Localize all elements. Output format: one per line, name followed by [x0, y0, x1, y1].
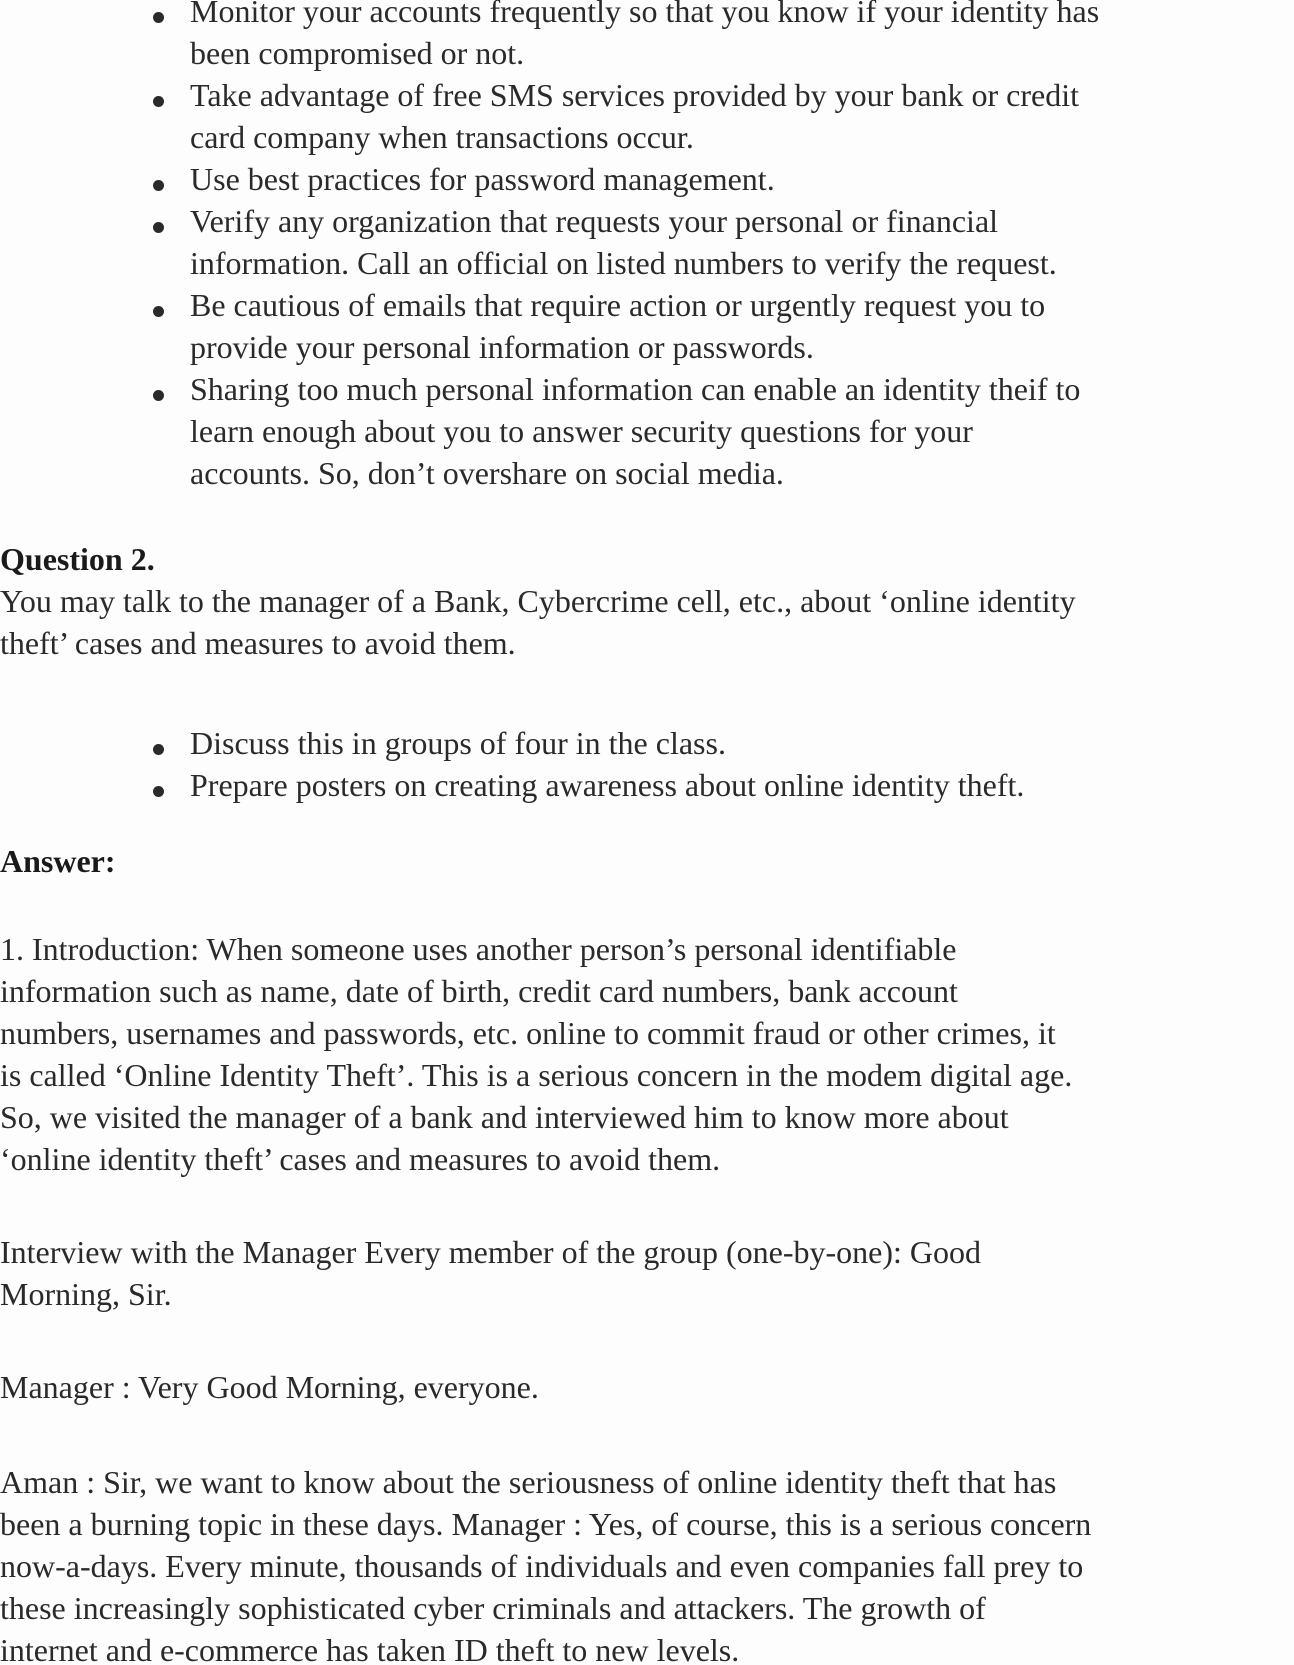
text-line: Manager : Very Good Morning, everyone. — [0, 1369, 539, 1405]
text-line: numbers, usernames and passwords, etc. online to commit fraud or other crimes, it — [0, 1015, 1056, 1051]
text-line: Sharing too much personal information can enable an identity theif to — [190, 371, 1081, 407]
question-2-body — [0, 580, 1076, 664]
bullet-icon — [153, 180, 164, 191]
bullet-icon — [153, 306, 164, 317]
text-line: information. Call an official on listed numbers to verify the request. — [190, 245, 1057, 281]
text-line: now-a-days. Every minute, thousands of individuals and even companies fall prey to — [0, 1548, 1084, 1584]
text-line: learn enough about you to answer security questions for your — [190, 413, 973, 449]
text-line: Verify any organization that requests your personal or financial — [190, 203, 999, 239]
bullet-icon — [153, 744, 164, 755]
bullet-icon — [153, 222, 164, 233]
text-line: So, we visited the manager of a bank and interviewed him to know more about — [0, 1099, 1009, 1135]
text-line: Interview with the Manager Every member of the group (one-by-one): Good — [0, 1234, 981, 1270]
bullet-icon — [153, 390, 164, 401]
text-line: Take advantage of free SMS services provided by your bank or credit — [190, 77, 1080, 113]
text-line: been a burning topic in these days. Manager : Yes, of course, this is a serious concern — [0, 1506, 1092, 1542]
list-item — [0, 200, 1294, 284]
bullet-icon — [153, 96, 164, 107]
text-line: ‘online identity theft’ cases and measures to avoid them. — [0, 1141, 721, 1177]
list-item — [0, 764, 1294, 806]
list-item — [0, 284, 1294, 368]
text-line: Prepare posters on creating awareness about online identity theft. — [190, 767, 1025, 803]
text-line: provide your personal information or passwords. — [190, 329, 814, 365]
security-tips-list — [0, 0, 1294, 494]
answer-heading: Answer: — [0, 843, 116, 879]
question-2-heading: Question 2. — [0, 541, 155, 577]
text-line: been compromised or not. — [190, 35, 525, 71]
list-item — [0, 722, 1294, 764]
text-line: Monitor your accounts frequently so that you know if your identity has — [190, 0, 1100, 29]
bullet-icon — [153, 786, 164, 797]
text-line: You may talk to the manager of a Bank, Cybercrime cell, etc., about ‘online identity — [0, 583, 1076, 619]
list-item — [0, 368, 1294, 494]
text-line: 1. Introduction: When someone uses another person’s personal identifiable — [0, 931, 957, 967]
text-line: Discuss this in groups of four in the class. — [190, 725, 726, 761]
text-line: Aman : Sir, we want to know about the seriousness of online identity theft that has — [0, 1464, 1057, 1500]
list-item — [0, 74, 1294, 158]
text-line: internet and e-commerce has taken ID theft to new levels. — [0, 1632, 740, 1665]
interview-intro-paragraph — [0, 1231, 981, 1315]
manager-dialogue-paragraph — [0, 1366, 539, 1408]
text-line: card company when transactions occur. — [190, 119, 694, 155]
list-item — [0, 0, 1294, 74]
text-line: Be cautious of emails that require action or urgently request you to — [190, 287, 1046, 323]
answer-introduction-paragraph — [0, 928, 1072, 1180]
list-item — [0, 158, 1294, 200]
question-2-tasks-list — [0, 722, 1294, 806]
text-line: these increasingly sophisticated cyber criminals and attackers. The growth of — [0, 1590, 986, 1626]
aman-dialogue-paragraph — [0, 1461, 1091, 1665]
text-line: Morning, Sir. — [0, 1276, 172, 1312]
text-line: is called ‘Online Identity Theft’. This is a serious concern in the modem digital age. — [0, 1057, 1073, 1093]
text-line: information such as name, date of birth, credit card numbers, bank account — [0, 973, 958, 1009]
text-line: accounts. So, don’t overshare on social media. — [190, 455, 784, 491]
text-line: Use best practices for password management. — [190, 161, 775, 197]
bullet-icon — [153, 12, 164, 23]
text-line: theft’ cases and measures to avoid them. — [0, 625, 516, 661]
